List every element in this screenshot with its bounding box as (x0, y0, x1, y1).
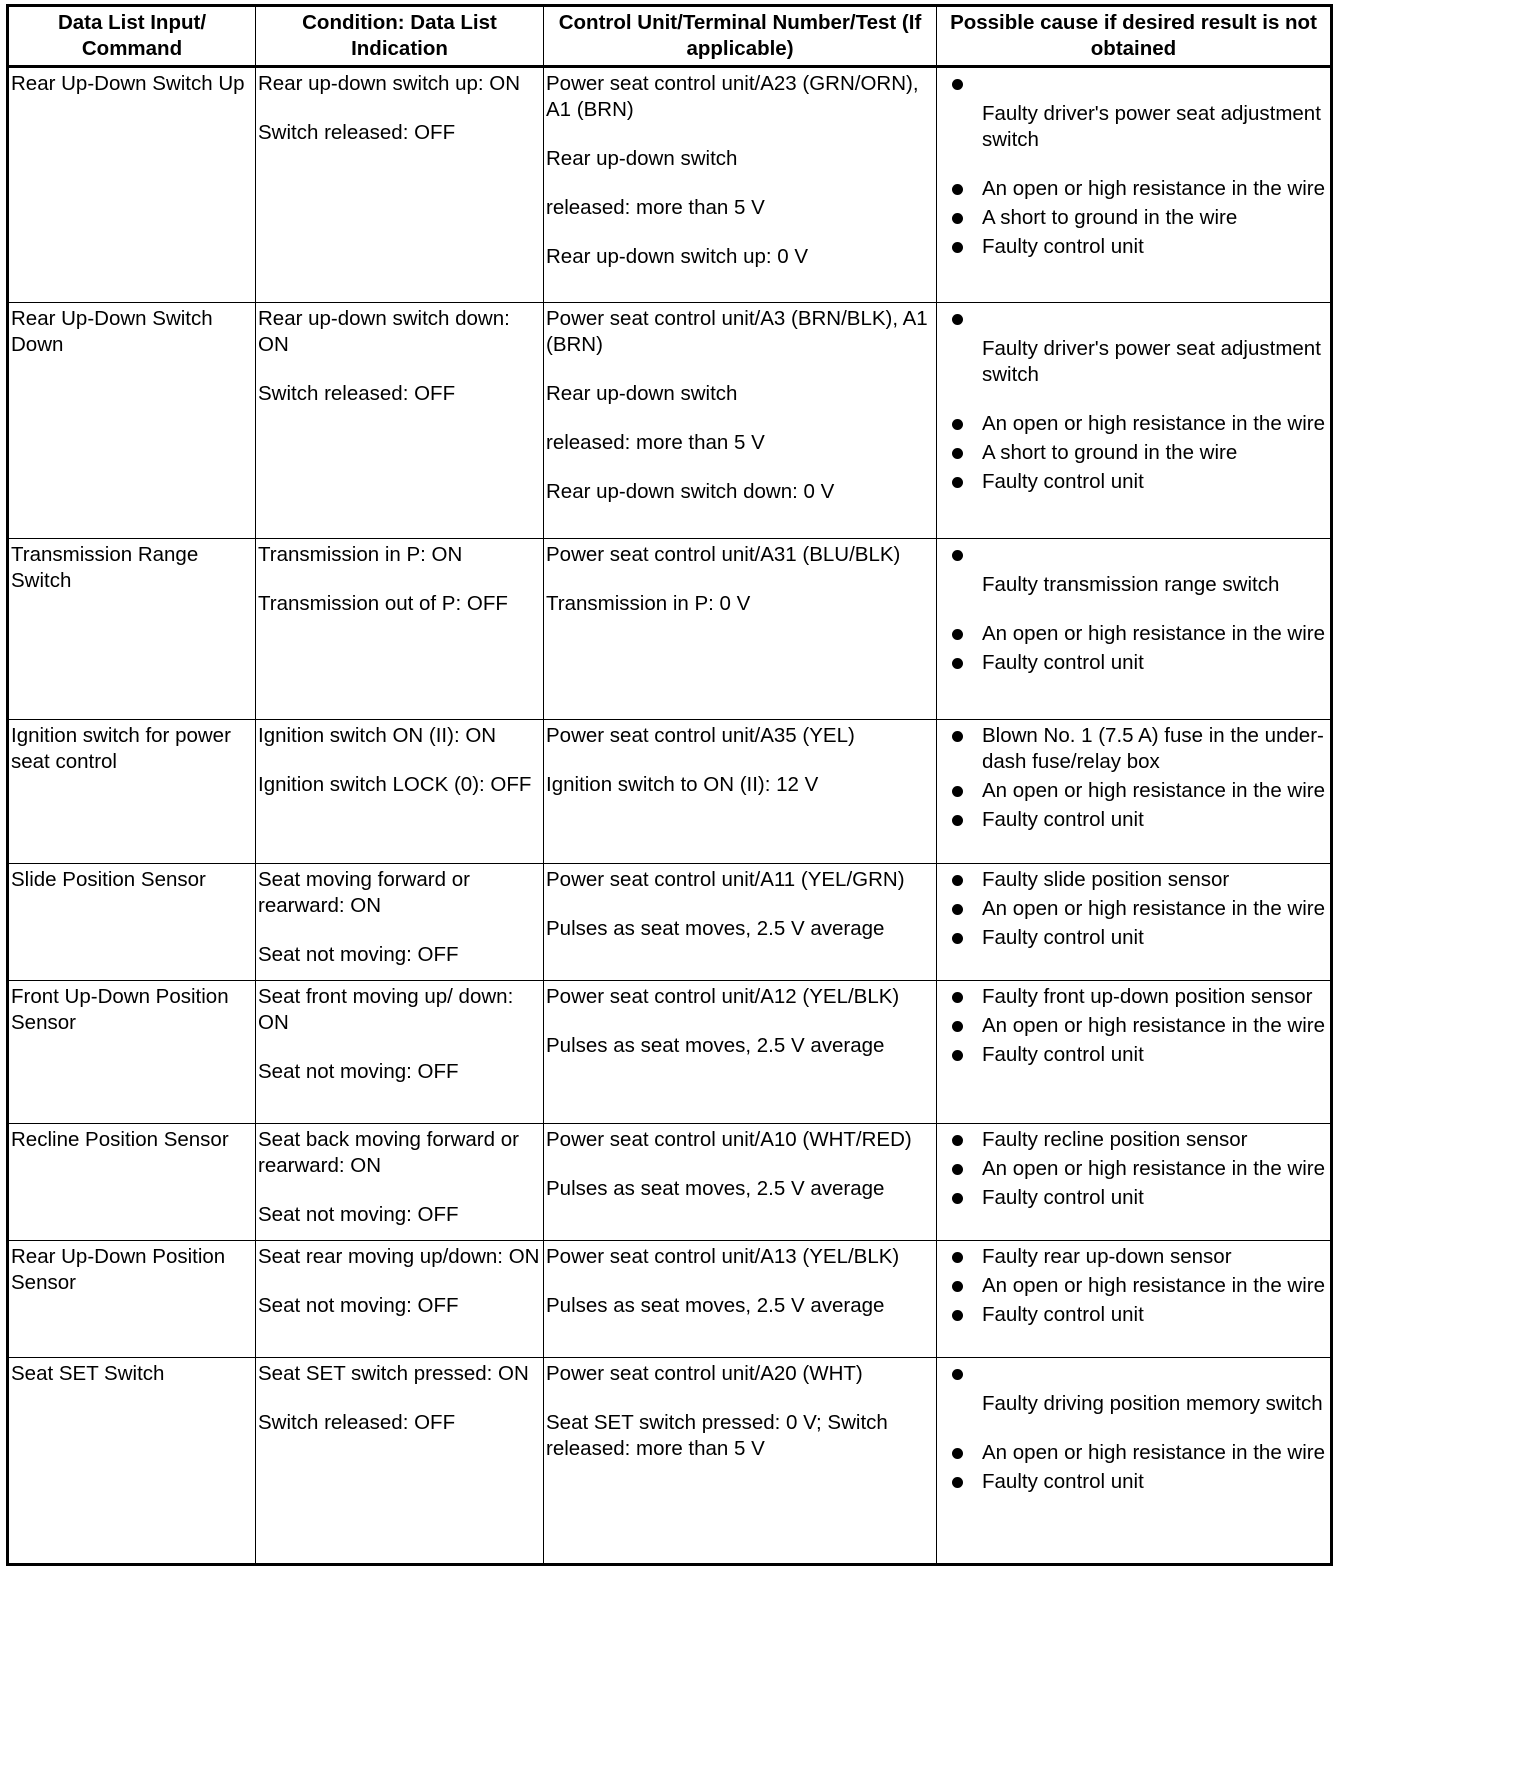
cause-item: Faulty control unit (945, 807, 1328, 833)
condition-text: Ignition switch ON (II): ON (258, 724, 497, 747)
cause-item: Faulty control unit (945, 1302, 1328, 1328)
cause-item: An open or high resistance in the wire (945, 1273, 1328, 1299)
cell-terminal (544, 67, 937, 303)
condition-text: Seat SET switch pressed: ON (258, 1362, 529, 1385)
condition-text: Seat not moving: OFF (258, 1294, 459, 1317)
condition-text: Transmission out of P: OFF (258, 592, 508, 615)
cell-cause (937, 1241, 1332, 1358)
condition-text: Switch released: OFF (258, 121, 456, 144)
bullet-icon (952, 314, 963, 325)
condition-text: Switch released: OFF (258, 382, 456, 405)
cell-terminal (544, 981, 937, 1124)
table-row (8, 1124, 1332, 1241)
cause-list (945, 723, 1328, 833)
condition-text: Seat not moving: OFF (258, 943, 459, 966)
terminal-text: Pulses as seat moves, 2.5 V average (546, 1177, 885, 1200)
condition-text: Seat not moving: OFF (258, 1060, 459, 1083)
terminal-text: Power seat control unit/A20 (WHT) (546, 1362, 863, 1385)
cause-text: Faulty driving position memory switch (982, 1392, 1323, 1415)
cause-item: Faulty rear up-down sensor (945, 1244, 1328, 1270)
input-label: Rear Up-Down Switch Down (11, 307, 213, 356)
input-label: Transmission Range Switch (11, 543, 199, 592)
cell-condition (256, 720, 544, 864)
cause-item: An open or high resistance in the wire (945, 621, 1328, 647)
cause-item: Faulty slide position sensor (945, 867, 1328, 893)
cell-cause (937, 539, 1332, 720)
terminal-text: Ignition switch to ON (II): 12 V (546, 773, 819, 796)
terminal-text: Pulses as seat moves, 2.5 V average (546, 1294, 885, 1317)
condition-text: Seat front moving up/ down: ON (258, 985, 514, 1034)
terminal-text: Power seat control unit/A10 (WHT/RED) (546, 1128, 912, 1151)
table-row (8, 539, 1332, 720)
cause-list (945, 1127, 1328, 1211)
terminal-text: Power seat control unit/A12 (YEL/BLK) (546, 985, 900, 1008)
condition-text: Seat moving forward or rearward: ON (258, 868, 470, 917)
cause-item: Faulty front up-down position sensor (945, 984, 1328, 1010)
cause-item: An open or high resistance in the wire (945, 176, 1328, 202)
terminal-text: Power seat control unit/A13 (YEL/BLK) (546, 1245, 900, 1268)
condition-text: Transmission in P: ON (258, 543, 463, 566)
table-row (8, 720, 1332, 864)
bullet-icon (952, 550, 963, 561)
input-label: Seat SET Switch (11, 1362, 165, 1385)
header-terminal: Control Unit/Terminal Number/Test (If applicable) (544, 6, 937, 67)
terminal-text: Power seat control unit/A11 (YEL/GRN) (546, 868, 905, 891)
cause-item: Faulty control unit (945, 1185, 1328, 1211)
cell-condition (256, 864, 544, 981)
cell-cause (937, 67, 1332, 303)
cell-terminal (544, 303, 937, 539)
cell-condition (256, 539, 544, 720)
cause-item: An open or high resistance in the wire (945, 1440, 1328, 1466)
condition-text: Switch released: OFF (258, 1411, 456, 1434)
input-label: Slide Position Sensor (11, 868, 206, 891)
terminal-text: Power seat control unit/A23 (GRN/ORN), A1 (BRN) (546, 72, 919, 121)
cell-cause (937, 1358, 1332, 1565)
cause-item: An open or high resistance in the wire (945, 411, 1328, 437)
cell-terminal (544, 720, 937, 864)
cause-text: Faulty transmission range switch (982, 573, 1280, 596)
terminal-text: Power seat control unit/A31 (BLU/BLK) (546, 543, 901, 566)
bullet-icon (952, 79, 963, 90)
cause-list (945, 411, 1328, 495)
cell-terminal (544, 539, 937, 720)
cell-input (8, 539, 256, 720)
table-row (8, 303, 1332, 539)
cell-input (8, 864, 256, 981)
table-row (8, 981, 1332, 1124)
terminal-text: released: more than 5 V (546, 196, 765, 219)
cause-item: A short to ground in the wire (945, 440, 1328, 466)
input-label: Recline Position Sensor (11, 1128, 229, 1151)
terminal-text: Power seat control unit/A3 (BRN/BLK), A1 (BRN) (546, 307, 928, 356)
condition-text: Seat not moving: OFF (258, 1203, 459, 1226)
condition-text: Ignition switch LOCK (0): OFF (258, 773, 532, 796)
cause-list (945, 176, 1328, 260)
cause-item: Blown No. 1 (7.5 A) fuse in the under-dash fuse/relay box (945, 723, 1328, 775)
terminal-text: Rear up-down switch (546, 382, 738, 405)
cause-list (945, 867, 1328, 951)
cause-list (945, 1244, 1328, 1328)
cell-condition (256, 1358, 544, 1565)
terminal-text: Pulses as seat moves, 2.5 V average (546, 1034, 885, 1057)
cause-item: Faulty control unit (945, 469, 1328, 495)
input-label: Rear Up-Down Switch Up (11, 72, 245, 95)
condition-text: Seat back moving forward or rearward: ON (258, 1128, 519, 1177)
terminal-text: Transmission in P: 0 V (546, 592, 751, 615)
table-row (8, 1358, 1332, 1565)
condition-text: Seat rear moving up/down: ON (258, 1245, 540, 1268)
cell-terminal (544, 864, 937, 981)
cause-text: Faulty driver's power seat adjustment switch (982, 102, 1321, 151)
cause-item: Faulty control unit (945, 234, 1328, 260)
cause-item: A short to ground in the wire (945, 205, 1328, 231)
terminal-text: Rear up-down switch down: 0 V (546, 480, 835, 503)
cell-terminal (544, 1241, 937, 1358)
cell-condition (256, 1241, 544, 1358)
input-label: Front Up-Down Position Sensor (11, 985, 229, 1034)
terminal-text: Seat SET switch pressed: 0 V; Switch released: more than 5 V (546, 1411, 888, 1460)
condition-text: Rear up-down switch down: ON (258, 307, 510, 356)
cell-input (8, 720, 256, 864)
terminal-text: Rear up-down switch up: 0 V (546, 245, 809, 268)
cause-text: Faulty driver's power seat adjustment switch (982, 337, 1321, 386)
cell-condition (256, 67, 544, 303)
cause-item: An open or high resistance in the wire (945, 896, 1328, 922)
cause-list (945, 984, 1328, 1068)
cause-item: An open or high resistance in the wire (945, 1013, 1328, 1039)
table-row (8, 1241, 1332, 1358)
cause-list (945, 621, 1328, 676)
cell-input (8, 1124, 256, 1241)
cell-condition (256, 303, 544, 539)
cell-terminal (544, 1124, 937, 1241)
input-label: Ignition switch for power seat control (11, 724, 231, 773)
cell-condition (256, 981, 544, 1124)
bullet-icon (952, 1369, 963, 1380)
condition-text: Rear up-down switch up: ON (258, 72, 521, 95)
cell-input (8, 1358, 256, 1565)
header-input: Data List Input/ Command (8, 6, 256, 67)
terminal-text: released: more than 5 V (546, 431, 765, 454)
cell-input (8, 1241, 256, 1358)
cell-cause (937, 720, 1332, 864)
cell-condition (256, 1124, 544, 1241)
cause-item: Faulty control unit (945, 925, 1328, 951)
input-label: Rear Up-Down Position Sensor (11, 1245, 226, 1294)
cause-item: Faulty control unit (945, 650, 1328, 676)
cause-item: An open or high resistance in the wire (945, 778, 1328, 804)
cell-input (8, 67, 256, 303)
terminal-text: Rear up-down switch (546, 147, 738, 170)
cause-list (945, 1440, 1328, 1495)
cell-cause (937, 864, 1332, 981)
terminal-text: Power seat control unit/A35 (YEL) (546, 724, 855, 747)
header-condition: Condition: Data List Indication (256, 6, 544, 67)
cause-item: Faulty recline position sensor (945, 1127, 1328, 1153)
diagnostic-table (6, 4, 1333, 1566)
cell-terminal (544, 1358, 937, 1565)
table-row (8, 67, 1332, 303)
cause-item: An open or high resistance in the wire (945, 1156, 1328, 1182)
cell-cause (937, 981, 1332, 1124)
cause-item: Faulty control unit (945, 1042, 1328, 1068)
table-row (8, 864, 1332, 981)
cause-item: Faulty control unit (945, 1469, 1328, 1495)
cell-input (8, 981, 256, 1124)
header-row (8, 6, 1332, 67)
cell-cause (937, 1124, 1332, 1241)
terminal-text: Pulses as seat moves, 2.5 V average (546, 917, 885, 940)
cell-input (8, 303, 256, 539)
header-cause: Possible cause if desired result is not obtained (937, 6, 1332, 67)
cell-cause (937, 303, 1332, 539)
